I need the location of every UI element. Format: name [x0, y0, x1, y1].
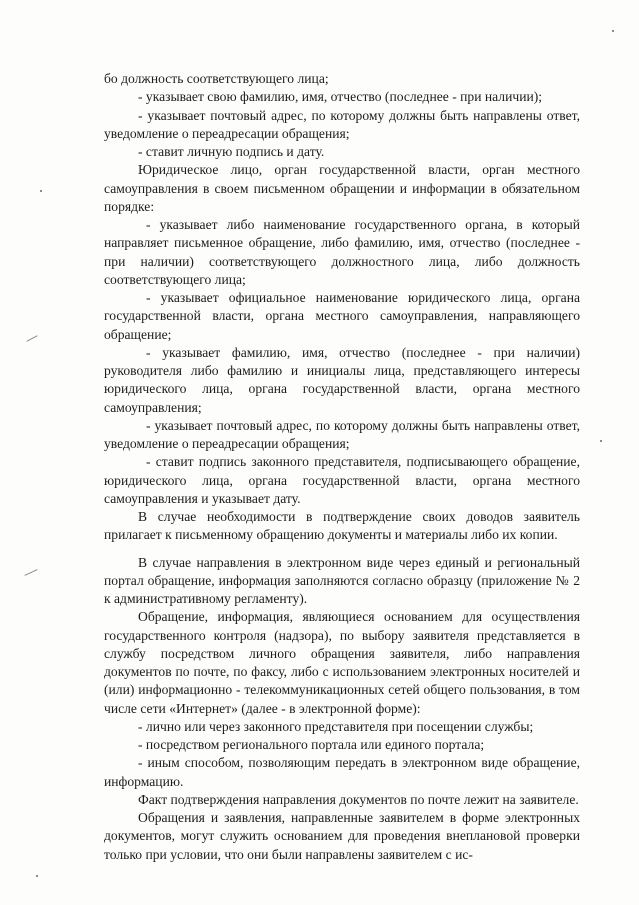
- paragraph: Факт подтверждения направления документов по почте лежит на заявителе.: [138, 791, 579, 807]
- scan-mark: [24, 569, 37, 576]
- scan-mark: [600, 440, 602, 442]
- paragraph: - лично или через законного представителя при посещении службы;: [138, 718, 534, 734]
- paragraph: Обращение, информация, являющиеся основанием для осуществления государственного контроля (надзора), по выбору заявителя представляется в службу посредством личного обращения заявителя, либо направления документов по почте, по факсу, либо с использованием электронных носителей и (или) информационно - телекоммуникационных сетей общего пользования, в том числе сети «Интернет» (далее - в электронной форме):: [104, 609, 580, 716]
- paragraph: - иным способом, позволяющим передать в электронном виде обращение, информацию.: [104, 755, 580, 789]
- paragraph: Юридическое лицо, орган государственной власти, орган местного самоуправления в своем письменном обращении и информации в обязательном порядке:: [104, 162, 580, 214]
- paragraph: Обращения и заявления, направленные заявителем в форме электронных документов, могут служить основанием для проведения внеплановой проверки только при условии, что они были направлены заявителем с ис-: [104, 810, 580, 862]
- paragraph: - посредством регионального портала или единого портала;: [138, 737, 485, 752]
- scan-mark: [40, 190, 42, 192]
- scan-mark: [36, 875, 38, 877]
- paragraph: - ставит личную подпись и дату.: [138, 144, 325, 159]
- paragraph: - ставит подпись законного представителя, подписывающего обращение, юридического лица, органа государственной власти, органа местного самоуправления и указывает дату.: [104, 454, 580, 506]
- paragraph: бо должность соответствующего лица;: [104, 71, 329, 86]
- paragraph: - указывает почтовый адрес, по которому должны быть направлены ответ, уведомление о переадресации обращения;: [104, 417, 580, 451]
- paragraph: - указывает свою фамилию, имя, отчество (последнее - при наличии);: [138, 89, 543, 105]
- scan-mark: [612, 30, 614, 32]
- paragraph: В случае направления в электронном виде через единый и региональный портал обращение, информация заполняются согласно образцу (приложение № 2 к административному регламенту).: [104, 554, 580, 606]
- paragraph: - указывает фамилию, имя, отчество (последнее - при наличии) руководителя либо фамилию и инициалы лица, представляющего интересы юридического лица, органа государственной власти, органа местного самоуправления;: [104, 344, 580, 415]
- paragraph: В случае необходимости в подтверждение своих доводов заявитель прилагает к письменному обращению документы и материалы либо их копии.: [104, 509, 580, 543]
- document-body: [104, 70, 580, 864]
- scan-mark: [26, 335, 37, 342]
- paragraph: - указывает либо наименование государственного органа, в который направляет письменное обращение, либо фамилию, имя, отчество (последнее - при наличии) соответствующего должностного лица, либо должность соответствующего лица;: [104, 217, 580, 287]
- paragraph: - указывает официальное наименование юридического лица, органа государственной власти, органа местного самоуправления, направляющего обращение;: [104, 290, 580, 342]
- paragraph: - указывает почтовый адрес, по которому должны быть направлены ответ, уведомление о переадресации обращения;: [104, 107, 580, 141]
